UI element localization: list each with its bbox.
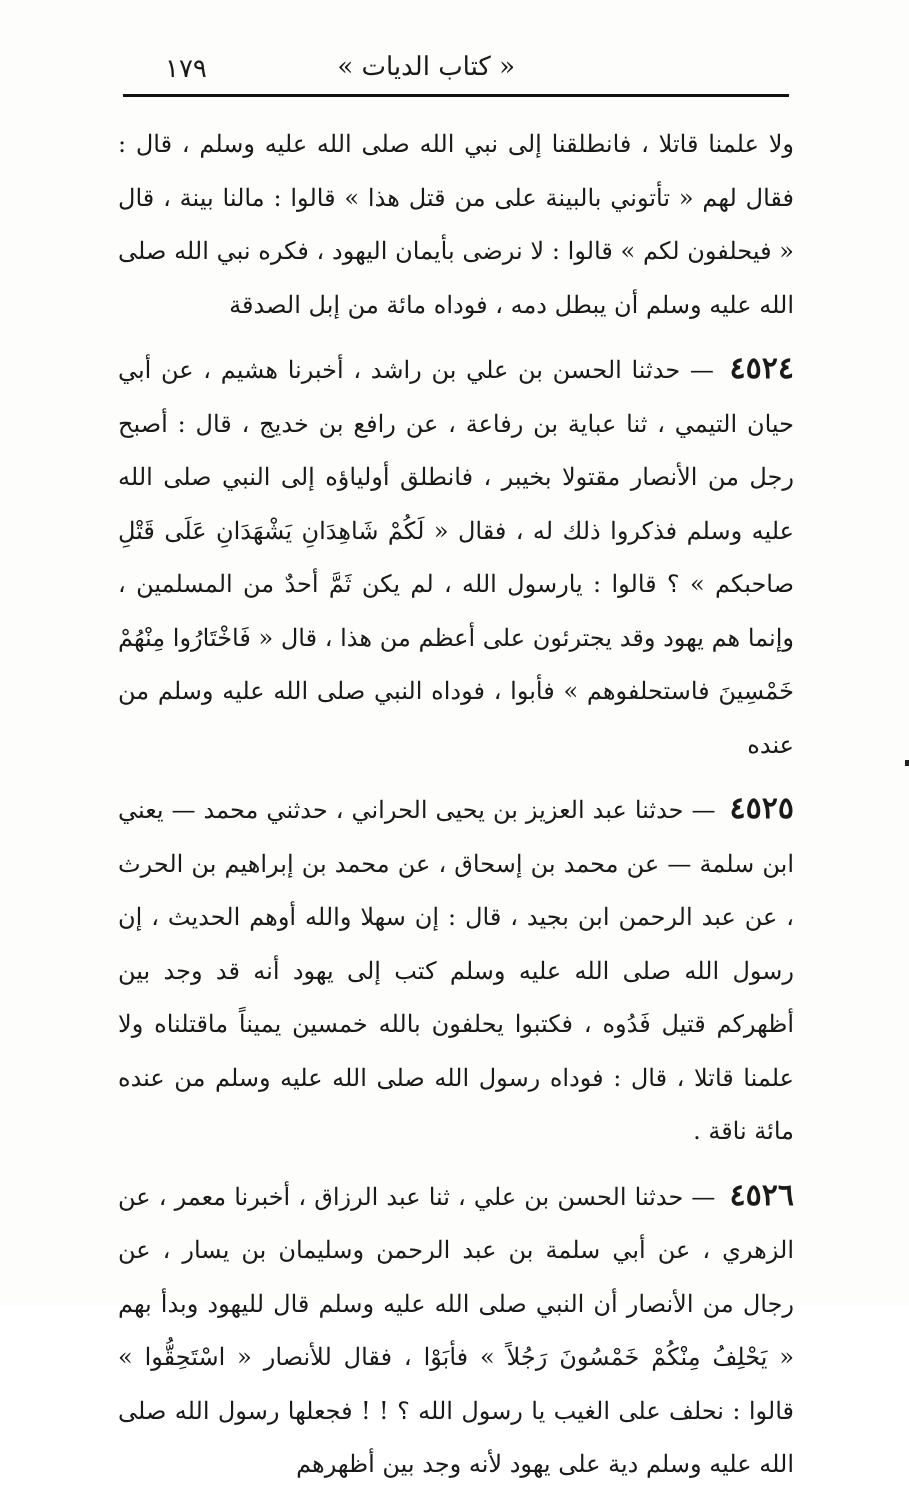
hadith-number: ٤٥٢٤ [729, 351, 794, 386]
hadith-paragraph-4526 [118, 1169, 794, 1492]
continued-paragraph [118, 118, 794, 332]
hadith-paragraph-4525 [118, 782, 794, 1159]
paragraph-text: — حدثنا عبد العزيز بن يحيى الحراني ، حدثني محمد — يعني ابن سلمة — عن محمد بن إسحاق ، عن محمد بن إبراهيم بن الحرث ، عن عبد الرحمن ابن بجيد ، قال : إن سهلا والله أوهم الحديث ، إن رسول الله صلى الله عليه وسلم كتب إلى يهود أنه قد وجد بين أظهركم قتيل فَدُوه ، فكتبوا يحلفون بالله خمسين يميناً ماقتلناه ولا علمنا قاتلا ، قال : فوداه رسول الله صلى الله عليه وسلم من عنده مائة ناقة . [118, 796, 794, 1145]
hadith-number: ٤٥٢٦ [729, 1177, 794, 1213]
scan-speck [905, 760, 909, 766]
paragraph-text: — حدثنا الحسن بن علي ، ثنا عبد الرزاق ، أخبرنا معمر ، عن الزهري ، عن أبي سلمة بن عبد الرحمن وسليمان بن يسار ، عن رجال من الأنصار أن النبي صلى الله عليه وسلم قال لليهود وبدأ بهم « يَحْلِفُ مِنْكُمْ خَمْسُونَ رَجُلاً » فأبَوْا ، فقال للأنصار « اسْتَحِقُّوا » قالوا : نحلف على الغيب يا رسول الله ؟ ! ! فجعلها رسول الله صلى الله عليه وسلم دية على يهود لأنه وجد بين أظهرهم [118, 1182, 794, 1478]
hadith-number: ٤٥٢٥ [729, 791, 794, 826]
hadith-paragraph-4524 [118, 342, 794, 772]
header-rule [123, 94, 789, 97]
paragraph-text: ولا علمنا قاتلا ، فانطلقنا إلى نبي الله صلى الله عليه وسلم ، قال : فقال لهم « تأتوني بالبينة على من قتل هذا » قالوا : مالنا بينة ، قال « فيحلفون لكم » قالوا : لا نرضى بأيمان اليهود ، فكره نبي الله صلى الله عليه وسلم أن يبطل دمه ، فوداه مائة من إبل الصدقة [118, 130, 794, 319]
page-header [125, 52, 785, 92]
page-body [118, 118, 794, 1502]
chapter-title: « كتاب الديات » [337, 52, 515, 82]
paragraph-text: — حدثنا الحسن بن علي بن راشد ، أخبرنا هشيم ، عن أبي حيان التيمي ، ثنا عباية بن رفاعة ، عن رافع بن خديج ، قال : أصبح رجل من الأنصار مقتولا بخيبر ، فانطلق أولياؤه إلى النبي صلى الله عليه وسلم فذكروا ذلك له ، فقال « لَكُمْ شَاهِدَانِ يَشْهَدَانِ عَلَى قَتْلِ صاحبكم » ؟ قالوا : يارسول الله ، لم يكن ثَمَّ أحدٌ من المسلمين ، وإنما هم يهود وقد يجترئون على أعظم من هذا ، قال « فَاخْتَارُوا مِنْهُمْ خَمْسِينَ فاستحلفوهم » فأبوا ، فوداه النبي صلى الله عليه وسلم من عنده [118, 356, 794, 759]
page-number: ١٧٩ [165, 54, 207, 84]
